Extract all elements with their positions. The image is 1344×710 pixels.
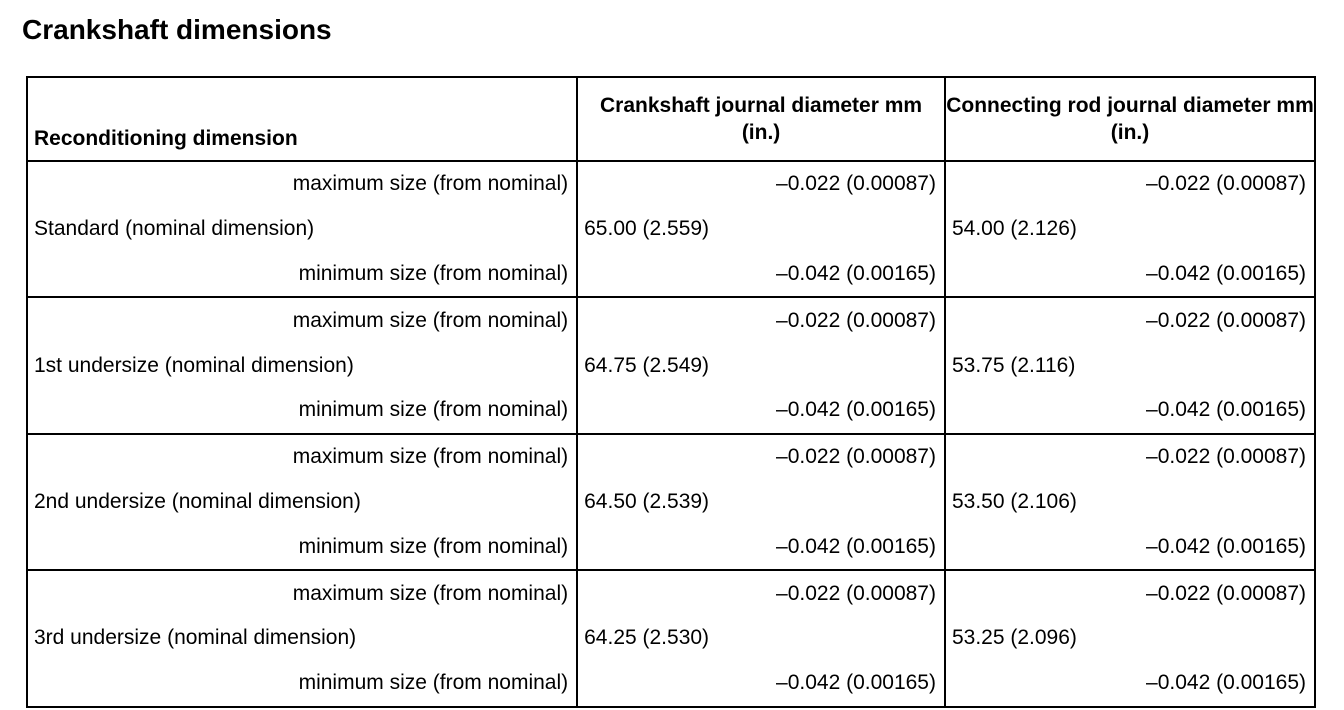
table-row [27, 480, 1315, 525]
header-crankshaft-journal-diameter: Crankshaft journal diameter mm (in.) [577, 77, 945, 161]
crank-min-value: –0.042 (0.00165) [577, 252, 945, 298]
rod-nominal-value: 54.00 (2.126) [945, 207, 1315, 252]
min-size-label: minimum size (from nominal) [27, 252, 577, 298]
rod-max-value: –0.022 (0.00087) [945, 161, 1315, 207]
rod-min-value: –0.042 (0.00165) [945, 661, 1315, 707]
crank-max-value: –0.022 (0.00087) [577, 161, 945, 207]
table-row [27, 570, 1315, 616]
rod-max-value: –0.022 (0.00087) [945, 434, 1315, 480]
nominal-label: Standard (nominal dimension) [34, 217, 315, 241]
table-row [27, 252, 1315, 298]
table-row [27, 343, 1315, 388]
table-row [27, 661, 1315, 707]
max-size-label: maximum size (from nominal) [292, 308, 569, 332]
rod-max-value: –0.022 (0.00087) [945, 297, 1315, 343]
page-title: Crankshaft dimensions [22, 14, 332, 45]
table-row [27, 388, 1315, 434]
header-reconditioning-dimension: Reconditioning dimension [27, 77, 577, 161]
rod-min-value: –0.042 (0.00165) [945, 252, 1315, 298]
max-size-label: maximum size (from nominal) [292, 445, 569, 469]
table-row [27, 161, 1315, 207]
nominal-label: 3rd undersize (nominal dimension) [34, 626, 357, 650]
crank-nominal-value: 65.00 (2.559) [577, 207, 945, 252]
table-row [27, 616, 1315, 661]
rod-nominal-value: 53.75 (2.116) [945, 343, 1315, 388]
nominal-label: 2nd undersize (nominal dimension) [34, 489, 361, 513]
rod-max-value: –0.022 (0.00087) [945, 570, 1315, 616]
table-row [27, 297, 1315, 343]
crank-max-value: –0.022 (0.00087) [577, 297, 945, 343]
rod-nominal-value: 53.25 (2.096) [945, 616, 1315, 661]
crank-nominal-value: 64.75 (2.549) [577, 343, 945, 388]
rod-nominal-value: 53.50 (2.106) [945, 480, 1315, 525]
max-size-label: maximum size (from nominal) [292, 581, 569, 605]
crank-min-value: –0.042 (0.00165) [577, 661, 945, 707]
table-row [27, 524, 1315, 570]
rod-min-value: –0.042 (0.00165) [945, 524, 1315, 570]
table-row [27, 207, 1315, 252]
max-size-label: maximum size (from nominal) [292, 172, 569, 196]
crank-max-value: –0.022 (0.00087) [577, 434, 945, 480]
min-size-label: minimum size (from nominal) [298, 671, 569, 695]
crank-nominal-value: 64.50 (2.539) [577, 480, 945, 525]
crank-min-value: –0.042 (0.00165) [577, 388, 945, 434]
rod-min-value: –0.042 (0.00165) [945, 388, 1315, 434]
crankshaft-dimensions-table [26, 76, 1316, 708]
crank-min-value: –0.042 (0.00165) [577, 524, 945, 570]
crank-nominal-value: 64.25 (2.530) [577, 616, 945, 661]
crank-max-value: –0.022 (0.00087) [577, 570, 945, 616]
nominal-label: 1st undersize (nominal dimension) [34, 353, 354, 377]
min-size-label: minimum size (from nominal) [27, 524, 577, 570]
header-connecting-rod-journal-diameter: Connecting rod journal diameter mm (in.) [945, 77, 1315, 161]
table-row [27, 434, 1315, 480]
table-header-row [27, 77, 1315, 161]
min-size-label: minimum size (from nominal) [27, 388, 577, 434]
